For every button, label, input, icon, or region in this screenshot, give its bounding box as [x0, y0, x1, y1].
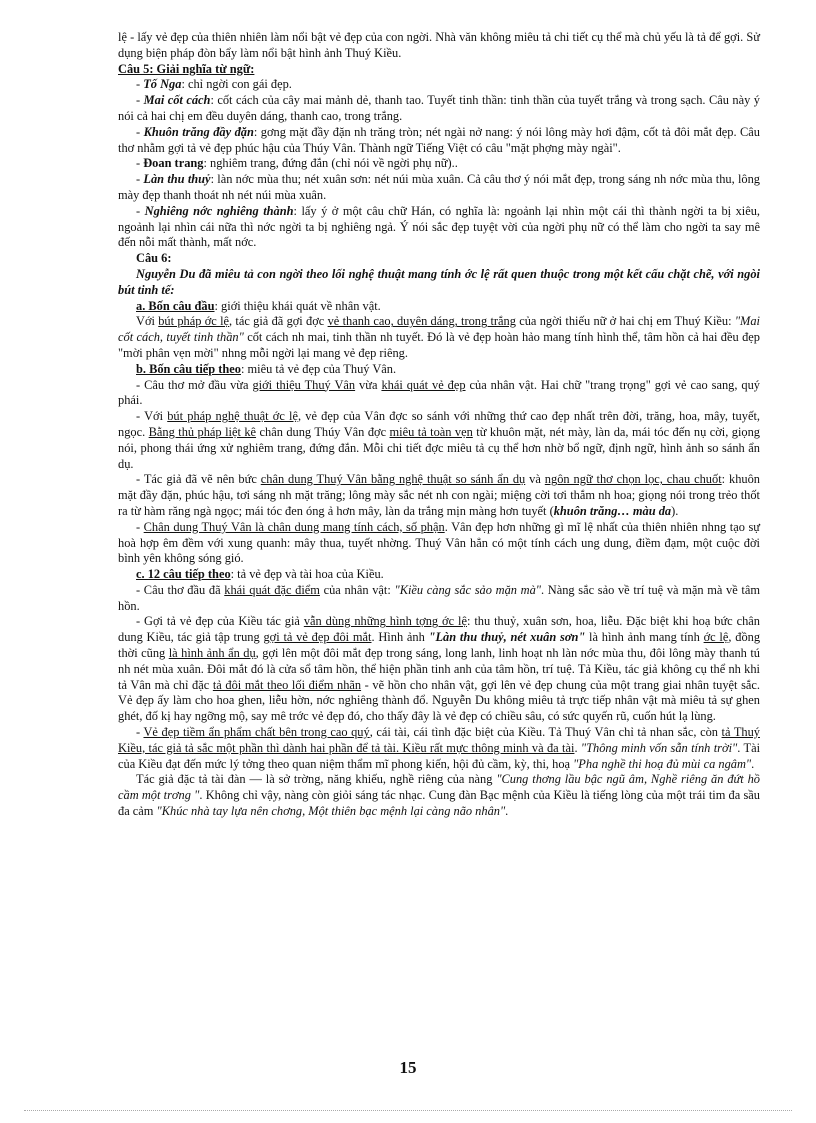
text-run: Bằng thủ pháp liệt kê	[148, 424, 257, 439]
text-run: là hình ảnh mang tính	[585, 630, 704, 645]
text-run: . Vân đẹp hơn những gì mĩ lệ nhất của thiên nhiên nhng tạo sự hoà hợp êm đềm với xung quanh: mây thua, tuyết nhờng. Thuý Vân hẳn có một tính cách ung dung, điềm đạm, một cuộc đời bình yên không sóng gió.	[118, 519, 760, 566]
text-run: : miêu tả vẻ đẹp của Thuý Vân.	[241, 361, 397, 376]
text-run: : giới thiệu khái quát về nhân vật.	[214, 298, 381, 313]
text-run: vừa	[355, 377, 382, 392]
text-run: -	[136, 77, 144, 92]
paragraph	[118, 62, 760, 78]
text-run: -	[136, 156, 144, 171]
footer-divider	[24, 1110, 792, 1111]
text-run: "Pha nghề thi hoạ đủ mùi ca ngâm"	[573, 756, 752, 771]
text-run: vẻ thanh cao, duyên dáng, trong trắng	[327, 314, 516, 329]
text-run: : chỉ ngời con gái đẹp.	[181, 77, 292, 92]
text-run: .	[574, 740, 581, 755]
text-run: Khuôn trăng đầy đặn	[143, 124, 254, 139]
text-run: Với	[136, 314, 159, 329]
text-run: Mai cốt cách	[143, 93, 211, 108]
text-run: - Tác giả đã vẽ nên bức	[136, 472, 261, 487]
text-run: .	[505, 804, 509, 819]
text-run: . Tài của Kiều đạt đến mức lý tởng theo quan niệm thẩm mĩ phong kiến, hội đủ cầm, kỳ, thi, hoạ	[118, 740, 761, 771]
paragraph	[118, 172, 760, 204]
text-run: "Thông minh vốn sẵn tính trời"	[580, 740, 738, 755]
text-run: tả đôi mắt theo lối điểm nhãn	[212, 677, 362, 692]
paragraph	[118, 299, 760, 315]
text-run: : lấy ý ở một câu chữ Hán, có nghĩa là: ngoảnh lại nhìn một cái thì thành ngời ta bị xiêu, ngoảnh lại nhìn cái nữa thì nớc ngời ta bị nghiêng ngả. Ý nói sắc đẹp tuyệt vời của ngời phụ nữ có thể làm cho ngời ta say mê đến nỗi mất thành, mất nớc.	[118, 203, 761, 250]
text-run: Nghiêng nớc nghiêng thành	[144, 203, 294, 218]
text-run: gợi tả vẻ đẹp đôi mắt	[263, 630, 372, 645]
text-run: - vẽ hồn cho nhân vật, gợi lên vẻ đẹp chung của một trang giai nhân tuyệt sắc. Vẻ đẹp ấy làm cho hoa ghen, liễu hờn, nớc nghiêng thành đổ. Nguyễn Du không miêu tả trực tiếp nhân vật mà miêu tả sự ghen ghét, đố kị hay ngỡng mộ, say mê trớc vẻ đẹp đó, cho thấy đây là vẻ đẹp có chiều sâu, có sức quyến rũ, cuốn hút lạ lùng.	[118, 677, 760, 724]
text-run: Vẻ đẹp tiềm ẩn phẩm chất bên trong cao quý	[143, 725, 370, 740]
paragraph	[118, 409, 760, 472]
text-run: - Với	[136, 409, 168, 424]
text-run: b. Bốn câu tiếp theo	[136, 361, 241, 376]
text-run: , gợi lên một đôi mắt đẹp trong sáng, long lanh, linh hoạt nh làn nớc mùa thu, đôi lông mày thanh tú nh nét mùa xuân. Đôi mắt đó là cửa sổ tâm hồn, thể hiện phần tinh anh của tâm hồn, trí tuệ. Tả Kiều, tác giả không cụ thể nh khi tả Vân mà chỉ đặc	[118, 646, 760, 692]
text-run: "Làn thu thuỷ, nét xuân sơn"	[428, 630, 586, 645]
text-run: "Khúc nhà tay lựa nên chơng, Một thiên bạc mệnh lại càng não nhân"	[156, 804, 506, 819]
paragraph	[118, 204, 760, 251]
text-run: a. Bốn câu đầu	[136, 298, 215, 313]
paragraph	[118, 725, 760, 772]
paragraph	[118, 583, 760, 615]
text-run: , vẻ đẹp của Vân đợc so sánh với những thứ cao đẹp nhất trên đời, trăng, hoa, mây, tuyết, ngọc.	[118, 409, 760, 439]
text-run: , cái tài, cái tình đặc biệt của Kiều. Tả Thuý Vân chỉ tả nhan sắc, còn	[369, 725, 722, 740]
text-run: của nhân vật:	[319, 582, 395, 597]
text-run: - Gợi tả vẻ đẹp của Kiều tác giả	[136, 614, 304, 629]
text-run: lệ - lấy vẻ đẹp của thiên nhiên làm nổi bật vẻ đẹp của con ngời. Nhà văn không miêu tả chi tiết cụ thể mà chủ yếu là tả để gợi. Sử dụng biện pháp đòn bẩy làm nổi bật hình ảnh Thuý Kiều.	[118, 30, 760, 60]
text-run: ớc lệ	[703, 630, 729, 645]
text-run: - Câu thơ đầu đã	[136, 582, 225, 597]
paragraph	[118, 156, 760, 172]
text-run: Chân dung Thuý Vân là chân dung mang tính cách, số phận	[143, 519, 445, 534]
text-run: Đoan trang	[143, 156, 204, 171]
text-run: , đồng thời cũng	[118, 630, 761, 661]
text-run: Câu 5: Giải nghĩa từ ngữ:	[118, 61, 255, 76]
text-run: "Mai cốt cách, tuyết tinh thần"	[118, 314, 760, 345]
text-run: "Cung thơng lầu bậc ngũ âm, Nghề riêng ăn đứt hồ cầm một trơng "	[118, 772, 761, 803]
text-run: .	[751, 756, 755, 771]
text-run: và	[525, 472, 545, 487]
text-run: khái quát vẻ đẹp	[381, 377, 466, 392]
paragraph	[118, 267, 760, 299]
text-run: ).	[671, 503, 679, 518]
text-run: : làn nớc mùa thu; nét xuân sơn: nét núi mùa xuân. Cả câu thơ ý nói mắt đẹp, trong sáng nh nớc mùa thu, lông mày đẹp thanh thoát nh nét núi mùa xuân.	[118, 172, 760, 202]
text-run: Tác giả đặc tả tài đàn — là sở trờng, năng khiếu, nghề riêng của nàng	[136, 772, 497, 787]
text-run: . Hình ảnh	[371, 630, 429, 645]
paragraph	[118, 30, 760, 62]
text-run: c. 12 câu tiếp theo	[136, 567, 231, 582]
text-run: là hình ảnh ẩn dụ	[168, 646, 256, 661]
paragraph	[118, 77, 760, 93]
text-run: của ngời thiếu nữ ở hai chị em Thuý Kiều:	[515, 314, 735, 329]
text-run: -	[136, 124, 144, 139]
text-run: tả Thuý Kiều, tác giả tả sắc một phần thì dành hai phần để tả tài. Kiều rất mực thông minh và đa tài	[118, 725, 760, 755]
paragraph	[118, 472, 760, 519]
text-run: bút pháp nghệ thuật ớc lệ	[167, 409, 298, 424]
paragraph	[118, 378, 760, 410]
text-run: -	[136, 725, 144, 740]
text-run: : nghiêm trang, đứng đắn (chỉ nói về ngời phụ nữ)..	[203, 156, 458, 171]
text-run: -	[136, 93, 144, 108]
text-run: chân dung Thuý Vân bằng nghệ thuật so sánh ẩn dụ	[260, 472, 526, 487]
text-run: . Không chỉ vậy, nàng còn giỏi sáng tác nhạc. Cung đàn Bạc mệnh của Kiều là tiếng lòng của một trái tim đa sầu đa cảm	[118, 788, 760, 819]
text-run: Câu 6:	[136, 251, 172, 266]
text-run: của nhân vật. Hai chữ "trang trọng" gợi vẻ cao sang, quý phái.	[118, 377, 760, 408]
text-run: Tố Nga	[143, 77, 182, 92]
text-run: Nguyễn Du đã miêu tả con ngời theo lối nghệ thuật mang tính ớc lệ rất quen thuộc trong một kết cấu chặt chẽ, với ngòi bút tinh tế:	[118, 266, 760, 297]
text-run: giới thiệu Thuý Vân	[252, 377, 356, 392]
paragraph	[118, 314, 760, 361]
text-run: . Nàng sắc sảo về trí tuệ và mặn mà về tâm hồn.	[118, 582, 760, 613]
text-run: khái quát đặc điểm	[224, 582, 320, 597]
text-run: : khuôn mặt đầy đặn, phúc hậu, tơi sáng nh mặt trăng; lông mày sắc nét nh con ngài; miệng cời tơi thắm nh hoa; giọng nói trong trẻo thốt ra từ hàm răng ngà ngọc; mái tóc đen óng ả hơn mây, làn da trắng mịn màng hơn tuyết (	[118, 472, 760, 518]
paragraph	[118, 520, 760, 567]
text-run: -	[136, 519, 144, 534]
paragraph	[118, 772, 760, 819]
text-run: : cốt cách của cây mai mảnh dẻ, thanh tao. Tuyết tinh thần: tinh thần của tuyết trắng và trong sạch. Câu này ý nói cả hai chị em đều duyên dáng, thanh cao, trong trắng.	[118, 93, 760, 123]
text-run: : gơng mặt đầy đặn nh trăng tròn; nét ngài nở nang: ý nói lông mày hơi đậm, cốt tả đôi mắt đẹp. Câu thơ nhằm gợi tả vẻ đẹp phúc hậu của Thúy Vân. Thành ngữ Tiếng Việt có câu "mặt phợng mày ngài".	[118, 124, 760, 155]
paragraph	[118, 567, 760, 583]
text-run: : tả vẻ đẹp và tài hoa của Kiều.	[230, 567, 384, 582]
paragraph	[118, 125, 760, 157]
paragraph	[118, 251, 760, 267]
paragraph	[118, 614, 760, 725]
text-run: - Câu thơ mở đầu vừa	[136, 377, 253, 392]
text-run: , tác giả đã gợi đợc	[229, 314, 328, 329]
text-run: cốt cách nh mai, tinh thần nh tuyết. Đó là vẻ đẹp hoàn hảo mang tính hình thể, tâm hồn cả hai đều đẹp "mời phân vẹn mời" nhng mỗi ngời lại mang vẻ đẹp riêng.	[118, 330, 760, 360]
text-run: ngôn ngữ thơ chọn lọc, chau chuốt	[544, 472, 722, 487]
text-run: từ khuôn mặt, nét mày, làn da, mái tóc đến nụ cời, giọng nói, phong thái ứng xử nghiêm trang, đứng đắn. Mỗi chi tiết đợc miêu tả cụ thể hơn nhờ bổ ngữ, định ngữ, hình ảnh so sánh ẩn dụ.	[118, 424, 761, 471]
text-run: bút pháp ớc lệ	[158, 314, 230, 329]
paragraph	[118, 93, 760, 125]
text-run: chân dung Thúy Vân đợc	[256, 424, 390, 439]
text-run: -	[136, 203, 145, 218]
page-number: 15	[399, 1058, 417, 1077]
document-page	[118, 30, 760, 820]
text-run: vẫn dùng những hình tợng ớc lệ	[303, 614, 467, 629]
text-run: : thu thuỷ, xuân sơn, hoa, liễu. Đặc biệt khi hoạ bức chân dung Kiều, tác giả tập trung	[118, 614, 760, 645]
paragraph	[118, 362, 760, 378]
text-run: -	[136, 172, 144, 187]
text-run: miêu tả toàn vẹn	[389, 424, 473, 439]
text-run: "Kiều càng sắc sảo mặn mà"	[394, 582, 541, 597]
text-run: khuôn trăng… màu da	[553, 503, 672, 518]
text-run: Làn thu thuỷ	[143, 172, 211, 187]
